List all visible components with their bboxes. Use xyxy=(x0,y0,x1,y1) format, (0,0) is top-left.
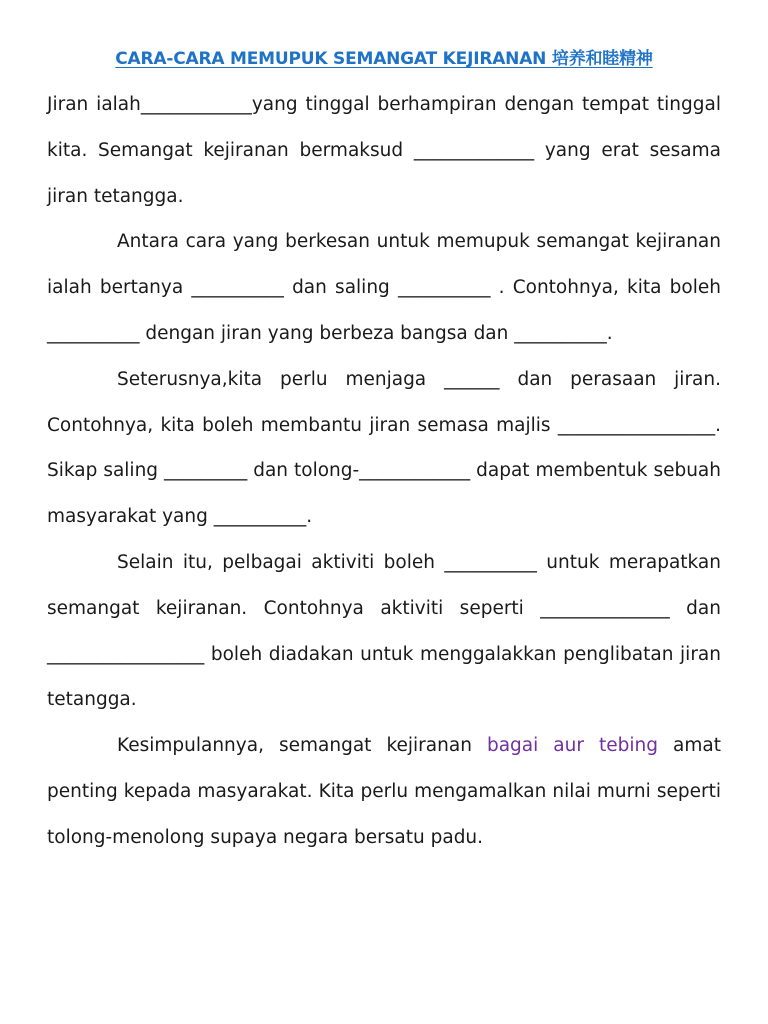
paragraph-ways: Antara cara yang berkesan untuk memupuk semangat kejiranan ialah bertanya __________ dan saling __________ . Contohnya, kita boleh __________ dengan jiran yang berbeza bangsa dan __________. xyxy=(47,231,721,344)
paragraph-feelings: Seterusnya,kita perlu menjaga ______ dan perasaan jiran. Contohnya, kita boleh membantu jiran semasa majlis _________________. Sikap saling _________ dan tolong-____________ dapat membentuk sebuah masyarakat yang __________. xyxy=(47,368,721,528)
worksheet-title: CARA-CARA MEMUPUK SEMANGAT KEJIRANAN 培养和睦精神 xyxy=(115,49,653,69)
paragraph-definition: Jiran ialah____________yang tinggal berhampiran dengan tempat tinggal kita. Semangat kejiranan bermaksud _____________ yang erat sesama jiran tetangga. xyxy=(47,94,721,207)
paragraph-conclusion xyxy=(47,723,721,860)
conclusion-text-before: Kesimpulannya, semangat kejiranan xyxy=(117,735,487,757)
conclusion-text-after: amat penting kepada masyarakat. Kita perlu mengamalkan nilai murni seperti tolong-menolong supaya negara bersatu padu. xyxy=(47,735,721,848)
idiom-phrase: bagai aur tebing xyxy=(486,735,658,757)
paragraph-activities: Selain itu, pelbagai aktiviti boleh __________ untuk merapatkan semangat kejiranan. Contohnya aktiviti seperti ______________ dan _________________ boleh diadakan untuk menggalakkan penglibatan jiran tetangga. xyxy=(47,551,721,711)
